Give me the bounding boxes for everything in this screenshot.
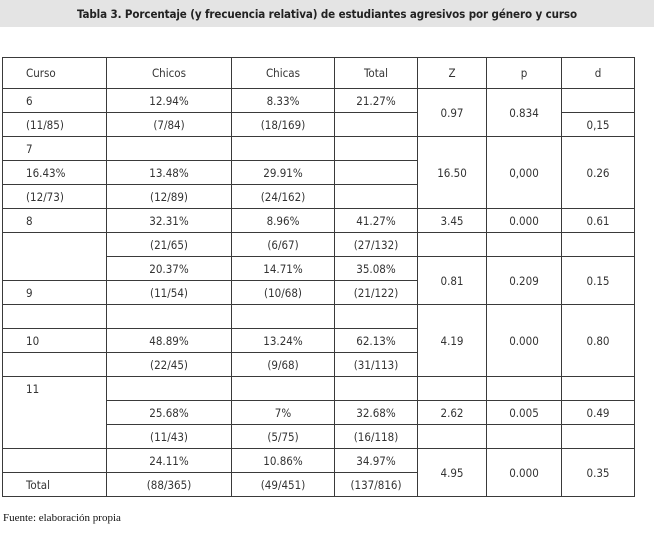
header-row	[3, 58, 635, 89]
cell-d: 0.80	[562, 305, 635, 377]
cell-chicos: 13.48%	[107, 161, 232, 185]
cell-curso	[3, 305, 107, 329]
cell-total: 34.97%	[335, 449, 418, 473]
cell-chicos	[107, 377, 232, 401]
cell-p: 0.209	[487, 257, 562, 305]
table-row	[3, 137, 635, 161]
cell-chicas: (18/169)	[232, 113, 335, 137]
cell-chicas: (24/162)	[232, 185, 335, 209]
cell-chicos: 25.68%	[107, 401, 232, 425]
table-row	[3, 305, 635, 329]
cell-z: 4.95	[418, 449, 487, 497]
cell-z: 0.81	[418, 257, 487, 305]
header-curso: Curso	[3, 58, 107, 89]
cell-d: 0.15	[562, 257, 635, 305]
header-total: Total	[335, 58, 418, 89]
cell-chicas: 8.96%	[232, 209, 335, 233]
cell-chicas: 29.91%	[232, 161, 335, 185]
cell-curso: 11	[3, 377, 107, 449]
cell-chicos: 48.89%	[107, 329, 232, 353]
cell-chicos: (21/65)	[107, 233, 232, 257]
cell-z: 3.45	[418, 209, 487, 233]
cell-total	[335, 377, 418, 401]
cell-d	[562, 425, 635, 449]
cell-chicos: 24.11%	[107, 449, 232, 473]
cell-curso: 9	[3, 281, 107, 305]
cell-chicos: (88/365)	[107, 473, 232, 497]
cell-d: 0.35	[562, 449, 635, 497]
cell-chicos: (12/89)	[107, 185, 232, 209]
cell-total	[335, 137, 418, 161]
header-z: Z	[418, 58, 487, 89]
cell-total: (27/132)	[335, 233, 418, 257]
cell-chicas	[232, 305, 335, 329]
header-chicos: Chicos	[107, 58, 232, 89]
cell-curso: 8	[3, 209, 107, 233]
cell-total: 41.27%	[335, 209, 418, 233]
cell-total	[335, 305, 418, 329]
cell-curso	[3, 353, 107, 377]
cell-p: 0.000	[487, 209, 562, 233]
header-d: d	[562, 58, 635, 89]
data-table	[2, 57, 635, 497]
cell-chicos	[107, 305, 232, 329]
cell-p: 0.000	[487, 449, 562, 497]
cell-z: 16.50	[418, 137, 487, 209]
table-row	[3, 89, 635, 113]
table-row	[3, 233, 635, 257]
cell-p	[487, 233, 562, 257]
cell-total	[335, 113, 418, 137]
cell-d: 0.26	[562, 137, 635, 209]
cell-z	[418, 377, 487, 401]
cell-chicas: (9/68)	[232, 353, 335, 377]
cell-chicos: (22/45)	[107, 353, 232, 377]
cell-curso: (11/85)	[3, 113, 107, 137]
cell-p: 0.005	[487, 401, 562, 425]
cell-total: 35.08%	[335, 257, 418, 281]
cell-total: (31/113)	[335, 353, 418, 377]
cell-z: 4.19	[418, 305, 487, 377]
cell-curso: (12/73)	[3, 185, 107, 209]
cell-z: 0.97	[418, 89, 487, 137]
table-row	[3, 377, 635, 401]
cell-curso: Total	[3, 473, 107, 497]
cell-d: 0.61	[562, 209, 635, 233]
cell-total: (16/118)	[335, 425, 418, 449]
cell-z: 2.62	[418, 401, 487, 425]
header-chicas: Chicas	[232, 58, 335, 89]
cell-total	[335, 185, 418, 209]
cell-chicas: (6/67)	[232, 233, 335, 257]
cell-z	[418, 233, 487, 257]
cell-total: (21/122)	[335, 281, 418, 305]
cell-chicas: 13.24%	[232, 329, 335, 353]
cell-d	[562, 89, 635, 113]
cell-chicos: (11/54)	[107, 281, 232, 305]
cell-chicas: (49/451)	[232, 473, 335, 497]
table-title-bar	[0, 0, 654, 27]
cell-chicas: 10.86%	[232, 449, 335, 473]
cell-p: 0.834	[487, 89, 562, 137]
cell-chicos: 20.37%	[107, 257, 232, 281]
cell-chicas	[232, 377, 335, 401]
cell-chicas: 7%	[232, 401, 335, 425]
cell-d	[562, 377, 635, 401]
cell-d: 0,15	[562, 113, 635, 137]
cell-curso	[3, 233, 107, 281]
cell-p: 0.000	[487, 305, 562, 377]
cell-d	[562, 233, 635, 257]
cell-chicas: 8.33%	[232, 89, 335, 113]
table-row	[3, 449, 635, 473]
cell-chicas: (5/75)	[232, 425, 335, 449]
header-p: p	[487, 58, 562, 89]
table-row	[3, 209, 635, 233]
cell-curso	[3, 449, 107, 473]
cell-p: 0,000	[487, 137, 562, 209]
cell-chicos: 32.31%	[107, 209, 232, 233]
cell-total	[335, 161, 418, 185]
cell-curso: 10	[3, 329, 107, 353]
cell-p	[487, 377, 562, 401]
cell-total: 32.68%	[335, 401, 418, 425]
cell-chicas: 14.71%	[232, 257, 335, 281]
cell-total: (137/816)	[335, 473, 418, 497]
cell-chicas	[232, 137, 335, 161]
cell-chicos: (11/43)	[107, 425, 232, 449]
cell-total: 21.27%	[335, 89, 418, 113]
cell-chicos: (7/84)	[107, 113, 232, 137]
cell-curso: 16.43%	[3, 161, 107, 185]
cell-chicas: (10/68)	[232, 281, 335, 305]
cell-z	[418, 425, 487, 449]
cell-chicos: 12.94%	[107, 89, 232, 113]
source-note: Fuente: elaboración propia	[3, 512, 121, 524]
cell-chicos	[107, 137, 232, 161]
cell-p	[487, 425, 562, 449]
cell-curso: 6	[3, 89, 107, 113]
cell-curso: 7	[3, 137, 107, 161]
table-title: Tabla 3. Porcentaje (y frecuencia relativa) de estudiantes agresivos por género y curso	[77, 6, 577, 21]
cell-d: 0.49	[562, 401, 635, 425]
cell-total: 62.13%	[335, 329, 418, 353]
